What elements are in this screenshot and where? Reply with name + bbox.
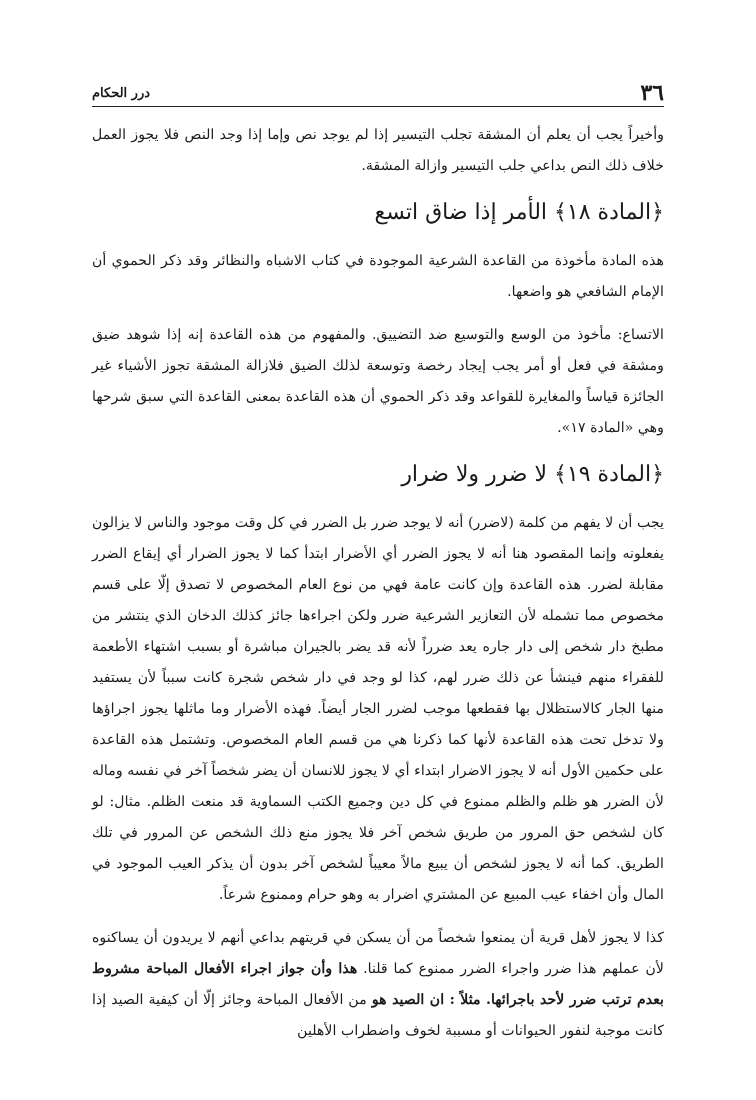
- paragraph-gap: [92, 308, 664, 320]
- page-header: [92, 68, 664, 104]
- paragraph-5: [92, 923, 664, 1047]
- header-rule: [92, 106, 664, 107]
- paragraph-5-bold: هذا وأن جواز اجراء الأفعال المباحة مشروط بعدم ترتب ضرر لأحد باجرائها. مثلاً : ان الصيد هو: [92, 961, 664, 1008]
- page-body: [92, 120, 664, 1047]
- paragraph-gap: [92, 911, 664, 923]
- paragraph-1: وأخيراً يجب أن يعلم أن المشقة تجلب التيسير إذا لم يوجد نص وإما إذا وجد النص فلا يجوز العمل خلاف ذلك النص بداعي جلب التيسير وازالة المشقة.: [92, 127, 664, 174]
- article-19-heading: ﴿المادة ١٩﴾ لا ضرر ولا ضرار: [401, 462, 664, 487]
- running-title: درر الحكام: [92, 86, 151, 101]
- paragraph-3: الاتساع: مأخوذ من الوسع والتوسيع ضد التضييق. والمفهوم من هذه القاعدة إنه إذا شوهد ضيق ومشقة في فعل أو أمر يجب إيجاد رخصة وتوسعة لذلك الضيق فلازالة المشقة تجوز الأشياء غير الجائزة قياساً والمغايرة للقواعد وقد ذكر الحموي أن هذه القاعدة بمعنى القاعدة التي سبق شرحها وهي «المادة ١٧».: [92, 327, 664, 436]
- paragraph-4: يجب أن لا يفهم من كلمة (لاضرر) أنه لا يوجد ضرر بل الضرر في كل وقت موجود والناس لا يزالون يفعلونه وإنما المقصود هنا أنه لا يجوز الضرر أي الأضرار ابتدأ كما لا يجوز الضرار أي إيقاع الضرر مقابلة لضرر. هذه القاعدة وإن كانت عامة فهي من نوع العام المخصوص لا تصدق إلّا على قسم مخصوص مما تشمله لأن التعازير الشرعية ضرر ولكن اجراءها جائز كذلك الدخان الذي ينتشر من مطبخ دار شخص إلى دار جاره يعد ضرراً لأنه قد يضر بالجيران مباشرة أو بسبب اشتهاء الأطعمة للفقراء منهم فينشأ عن ذلك ضرر لهم، كذا لو وجد في دار شخص شجرة كانت سبباً لأن يستفيد منها الجار كالاستظلال بها فقطعها موجب لضرر الجار أيضاً. فهذه الأضرار وما ماثلها يجوز اجراؤها ولا تدخل تحت هذه القاعدة لأنها كما ذكرنا هي من قسم العام المخصوص. وتشتمل هذه القاعدة على حكمين الأول أنه لا يجوز الاضرار ابتداء أي لا يجوز للانسان أن يضر شخصاً آخر في نفسه وماله لأن الضرر هو ظلم والظلم ممنوع في كل دين وجميع الكتب السماوية قد منعت الظلم. مثال: لو كان لشخص حق المرور من طريق شخص آخر فلا يجوز منع ذلك الشخص عن المرور في تلك الطريق. كما أنه لا يجوز لشخص أن يبيع مالاً معيباً لشخص آخر بدون أن يذكر العيب الموجود في المال وأن اخفاء عيب المبيع عن المشتري اضرار به وهو حرام وممنوع شرعاً.: [92, 515, 664, 903]
- paragraph-2: هذه المادة مأخوذة من القاعدة الشرعية الموجودة في كتاب الاشباه والنظائر وقد ذكر الحموي أن الإمام الشافعي هو واضعها.: [92, 253, 664, 300]
- paragraph-5-continuation: من الأفعال المباحة وجائز إلّا أن كيفية الصيد إذا كانت موجبة لنفور الحيوانات أو مسببة لخوف واضطراب الأهلين: [92, 992, 664, 1039]
- page-number: ٣٦: [640, 80, 664, 106]
- article-18-heading: ﴿المادة ١٨﴾ الأمر إذا ضاق اتسع: [374, 200, 664, 225]
- paragraph-5-text: كذا لا يجوز لأهل قرية أن يمنعوا شخصاً من أن يسكن في قريتهم بداعي أنهم لا يريدون أن يساكنوه لأن عملهم هذا ضرر واجراء الضرر ممنوع كما قلنا.: [92, 930, 664, 977]
